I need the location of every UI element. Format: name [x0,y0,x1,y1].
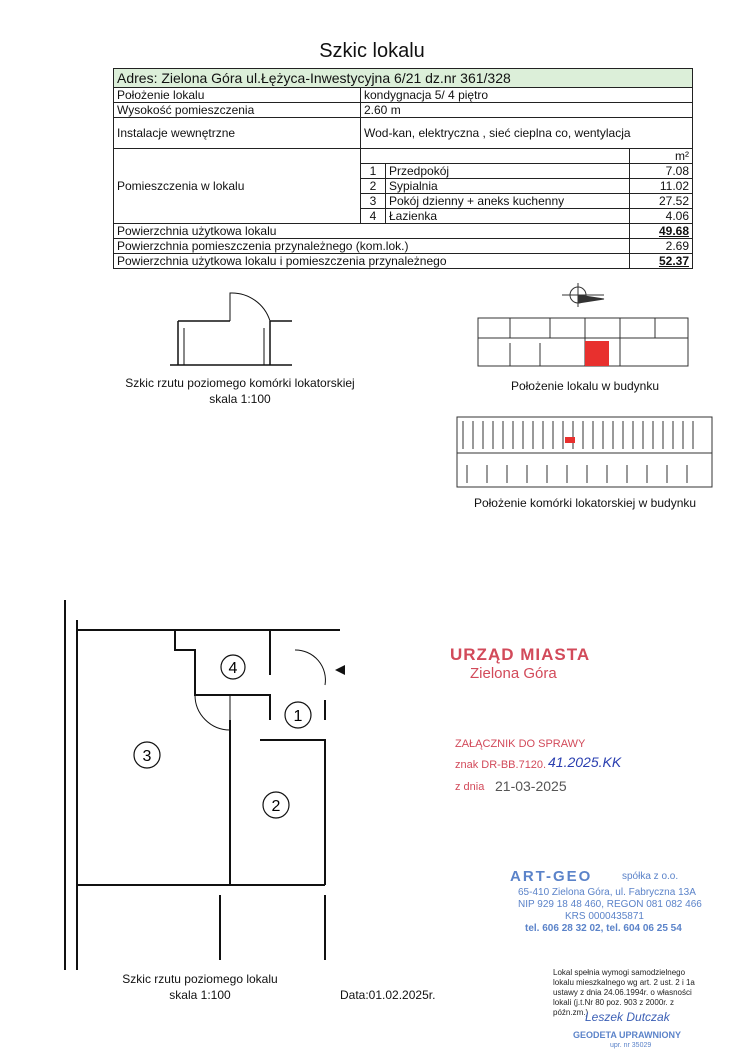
unit-label: m² [630,149,693,164]
signature: Leszek Dutczak [585,1010,670,1024]
signature-number: upr. nr 35029 [610,1042,652,1049]
locker-location-sketch [455,413,715,493]
total-row: Powierzchnia użytkowa lokalu i pomieszczenia przynależnego 52.37 [114,254,693,269]
unit-location-sketch [470,283,700,373]
annex-dnia-label: z dnia [455,781,485,793]
annex-znak-label: znak DR-BB.7120. [455,759,547,771]
annex-dnia-value: 21-03-2025 [495,778,567,794]
company-name: ART-GEO [510,868,593,885]
company-tel: tel. 606 28 32 02, tel. 604 06 25 54 [525,923,682,934]
signature-stamp: GEODETA UPRAWNIONY [573,1030,682,1040]
total-row: Powierzchnia pomieszczenia przynależnego (kom.lok.) 2.69 [114,239,693,254]
locker-sketch-scale: skala 1:100 [209,392,271,406]
annex-stamp-line1: ZAŁĄCZNIK DO SPRAWY [455,738,586,750]
room-row: 4 Łazienka 4.06 [114,209,693,224]
unit-location-caption: Położenie lokalu w budynku [510,379,660,393]
wysokosc-value: 2.60 m [361,103,693,118]
locker-location-caption: Położenie komórki lokatorskiej w budynku [473,496,697,510]
plan-label-2: 2 [271,798,281,815]
page-title: Szkic lokalu [319,40,425,62]
wysokosc-label: Wysokość pomieszczenia [114,103,361,118]
room-row: 3 Pokój dzienny + aneks kuchenny 27.52 [114,194,693,209]
locker-sketch [170,283,300,373]
document-date: Data:01.02.2025r. [340,988,436,1002]
plan-label-3: 3 [142,748,152,765]
instalacje-value: Wod-kan, elektryczna , sieć cieplna co, wentylacja [361,118,693,149]
locker-sketch-caption: Szkic rzutu poziomego komórki lokatorskiej [125,376,355,390]
plan-scale: skala 1:100 [169,988,231,1002]
legal-note: Lokal spełnia wymogi samodzielnego lokalu mieszkalnego wg art. 2 ust. 2 i 1a ustawy z dnia 24.06.1994r. o własności lokali (j.t.Nr 80 poz. 903 z 2000r. z późn.zm.) [553,968,695,1017]
polozenie-value: kondygnacja 5/ 4 piętro [361,88,693,103]
room-row: 1 Przedpokój 7.08 [114,164,693,179]
pomieszczenia-label: Pomieszczenia w lokalu [114,149,361,224]
info-table [113,68,693,269]
address-cell: Adres: Zielona Góra ul.Łężyca-Inwestycyjna 6/21 dz.nr 361/328 [114,69,693,88]
total-row: Powierzchnia użytkowa lokalu 49.68 [114,224,693,239]
company-suffix: spółka z o.o. [622,871,679,882]
company-nip: NIP 929 18 48 460, REGON 081 082 466 [518,899,702,910]
plan-caption: Szkic rzutu poziomego lokalu [122,972,278,986]
instalacje-label: Instalacje wewnętrzne [114,118,361,149]
company-address: 65-410 Zielona Góra, ul. Fabryczna 13A [518,887,696,898]
polozenie-label: Położenie lokalu [114,88,361,103]
plan-label-1: 1 [293,708,303,725]
company-krs: KRS 0000435871 [565,911,644,922]
annex-znak-value: 41.2025.KK [548,754,622,770]
room-row: 2 Sypialnia 11.02 [114,179,693,194]
floor-plan [55,600,355,980]
office-stamp-line1: URZĄD MIASTA [450,645,591,664]
office-stamp-line2: Zielona Góra [470,665,557,682]
plan-label-4: 4 [228,660,238,677]
